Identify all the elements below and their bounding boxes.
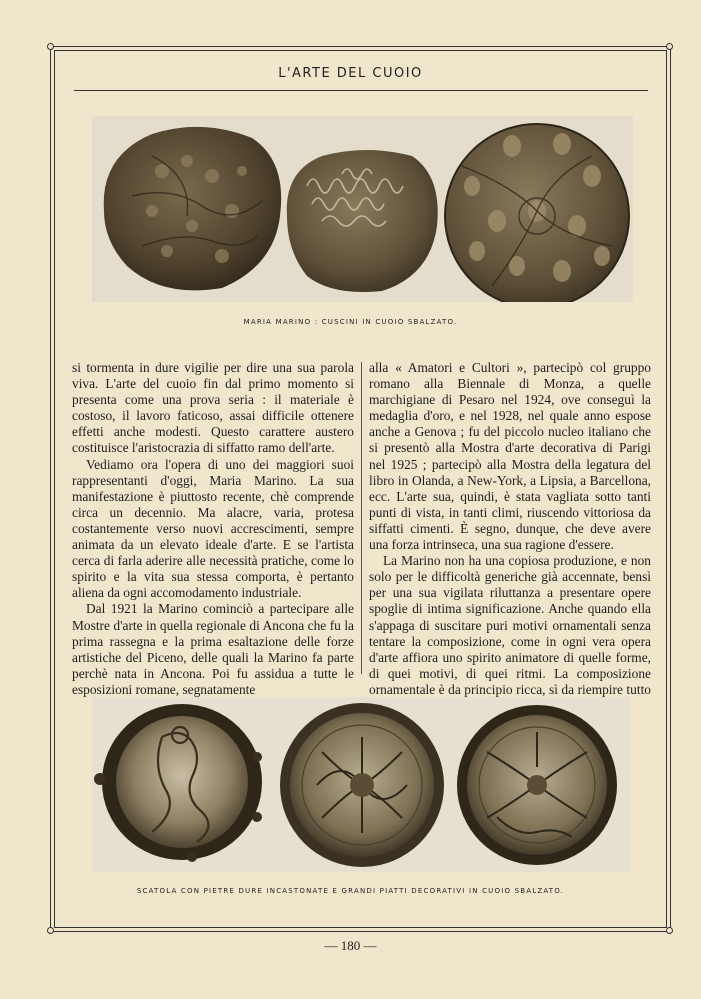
cushion-right bbox=[445, 124, 629, 302]
frame-corner-ornament bbox=[47, 43, 54, 50]
plate-right bbox=[457, 705, 617, 865]
paragraph: La Marino non ha una copiosa produzione, e non solo per le difficoltà generiche già accennate, bensì per una sua vigilata riluttanza a presentare opere spoglie di intima significazione. Anche quando ella s'appaga di suscitare puri motivi ornamentali senza tentare la composizione, come in ogni vera opera d'arte affiora uno spirito animatore di quelle forme, di quei motivi, di quei ritmi. La composizione ornamentale è da principio ricca, sì da riempire tutto bbox=[369, 553, 651, 697]
cushion-left bbox=[104, 127, 281, 290]
running-header: L'ARTE DEL CUOIO bbox=[278, 66, 423, 81]
top-figure-caption: MARIA MARINO : CUSCINI IN CUOIO SBALZATO. bbox=[243, 318, 458, 326]
bottom-photograph-art bbox=[92, 697, 630, 872]
cushion-middle bbox=[287, 150, 438, 292]
frame-corner-ornament bbox=[666, 927, 673, 934]
paragraph: alla « Amatori e Cultori », partecipò col gruppo romano alla Biennale di Monza, a quelle marchigiane di Pesaro nel 1924, ove conseguì la medaglia d'oro, e nel 1928, nel quale anno espose anche a Genova ; fu del piccolo nucleo italiano che si presentò alla Mostra d'arte decorativa di Parigi nel 1925 ; partecipò alla Mostra della legatura del libro in Olanda, a New-York, a Lipsia, a Barcellona, ecc. L'arte sua, quindi, è stata vagliata sotto tanti punti di vista, in tanti climi, riuscendo vittoriosa da siffatti cimenti. È segno, dunque, che deve avere una forza intrinseca, una sua ragione d'essere. bbox=[369, 360, 651, 553]
top-photograph-art bbox=[92, 116, 633, 302]
bottom-photograph bbox=[92, 697, 630, 872]
column-rule bbox=[361, 362, 362, 674]
text-column-right bbox=[369, 360, 651, 714]
text-column-left bbox=[72, 360, 354, 698]
plate-middle bbox=[280, 703, 444, 867]
bottom-figure-caption: SCATOLA CON PIETRE DURE INCASTONATE E GRANDI PIATTI DECORATIVI IN CUOIO SBALZATO. bbox=[136, 887, 565, 895]
top-photograph bbox=[92, 116, 633, 302]
header-rule bbox=[74, 90, 648, 91]
paragraph: si tormenta in dure vigilie per dire una sua parola viva. L'arte del cuoio fin dal primo momento si presenta come una prova seria : il materiale è costoso, il lavoro faticoso, assai difficile ottenere effetti anche modesti. Questo carattere austero costituisce l'aristocrazia di siffatto ramo dell'arte. bbox=[72, 360, 354, 456]
page-number: — 180 — bbox=[324, 938, 377, 953]
frame-corner-ornament bbox=[47, 927, 54, 934]
paragraph: Dal 1921 la Marino cominciò a partecipare alle Mostre d'arte in quella regionale di Ancona che fu la prima rassegna e la prima esaltazione delle forze artistiche del Piceno, delle quali la Marino fa parte perchè nata in Ancona. Poi fu assidua a tutte le esposizioni romane, segnatamente bbox=[72, 601, 354, 697]
paragraph: Vediamo ora l'opera di uno dei maggiori suoi rappresentanti d'oggi, Maria Marino. La sua manifestazione è piuttosto recente, chè comprende circa un decennio. Ma alacre, varia, protesa costantemente verso nuovi accrescimenti, sempre animata da un elevato ideale d'arte. E se l'artista cerca di farla aderire alle necessità pratiche, come lo spirito e la vita sua stessa comporta, è pertanto aliena da ogni accomodamento industriale. bbox=[72, 456, 354, 601]
frame-corner-ornament bbox=[666, 43, 673, 50]
